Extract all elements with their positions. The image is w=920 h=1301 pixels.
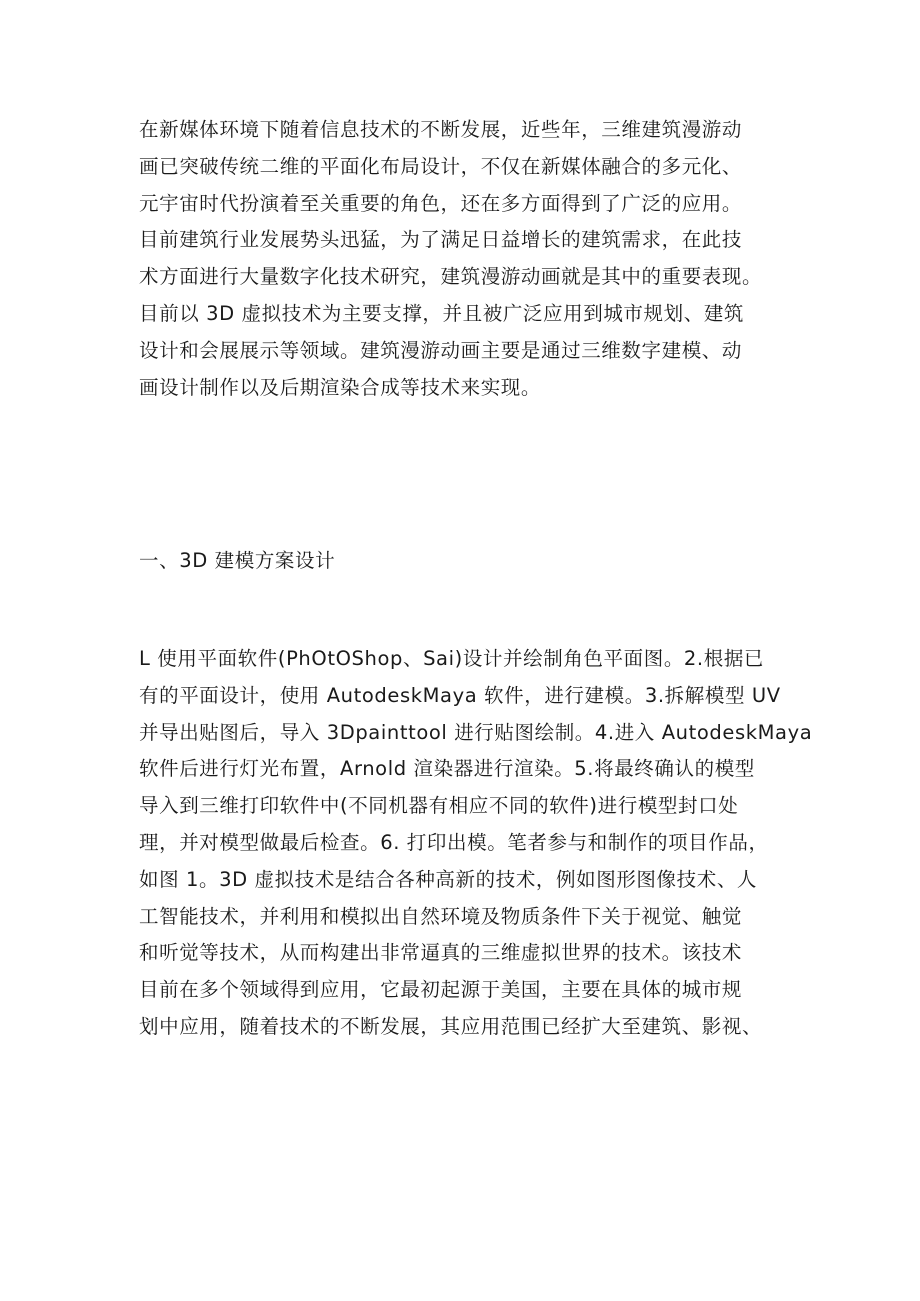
paragraph-line: 画设计制作以及后期渲染合成等技术来实现。: [139, 375, 542, 399]
paragraph-line: 工智能技术，并利用和模拟出自然环境及物质条件下关于视觉、触觉: [139, 904, 743, 928]
paragraph-line: 划中应用，随着技术的不断发展，其应用范围已经扩大至建筑、影视、: [139, 1014, 763, 1038]
paragraph-line: 目前以 3D 虚拟技术为主要支撑，并且被广泛应用到城市规划、建筑: [139, 301, 745, 325]
paragraph-line: 和听觉等技术，从而构建出非常逼真的三维虚拟世界的技术。该技术: [139, 941, 743, 965]
paragraph-line: 如图 1。3D 虚拟技术是结合各种高新的技术，例如图形图像技术、人: [139, 867, 758, 891]
paragraph-line: 目前建筑行业发展势头迅猛，为了满足日益增长的建筑需求，在此技: [139, 228, 743, 252]
section-heading: [139, 543, 799, 580]
paragraph-line: 目前在多个领域得到应用，它最初起源于美国，主要在具体的城市规: [139, 978, 743, 1002]
paragraph-line: 有的平面设计，使用 AutodeskMaya 软件，进行建模。3.拆解模型 UV: [139, 683, 781, 707]
paragraph-line: 术方面进行大量数字化技术研究，建筑漫游动画就是其中的重要表现。: [139, 265, 763, 289]
paragraph-line: 在新媒体环境下随着信息技术的不断发展，近些年，三维建筑漫游动: [139, 118, 743, 141]
paragraph-line: 并导出贴图后，导入 3Dpainttool 进行贴图绘制。4.进入 AutodeskMaya: [139, 720, 813, 744]
paragraph-line: 画已突破传统二维的平面化布局设计，不仅在新媒体融合的多元化、: [139, 154, 743, 178]
paragraph-line: 设计和会展展示等领域。建筑漫游动画主要是通过三维数字建模、动: [139, 338, 743, 362]
paragraph-line: 导入到三维打印软件中(不同机器有相应不同的软件)进行模型封口处: [139, 794, 739, 818]
paragraph-line: 元宇宙时代扮演着至关重要的角色，还在多方面得到了广泛的应用。: [139, 191, 743, 215]
section-heading-text: 一、3D 建模方案设计: [139, 549, 336, 572]
steps-paragraph: [139, 641, 813, 1046]
paragraph-line: 软件后进行灯光布置，Arnold 渲染器进行渲染。5.将最终确认的模型: [139, 757, 755, 781]
paragraph-line: 理，并对模型做最后检查。6. 打印出模。笔者参与和制作的项目作品，: [139, 830, 769, 854]
paragraph-line: L 使用平面软件(PhOtOShop、Sai)设计并绘制角色平面图。2.根据已: [139, 647, 765, 670]
intro-paragraph: [139, 112, 799, 406]
